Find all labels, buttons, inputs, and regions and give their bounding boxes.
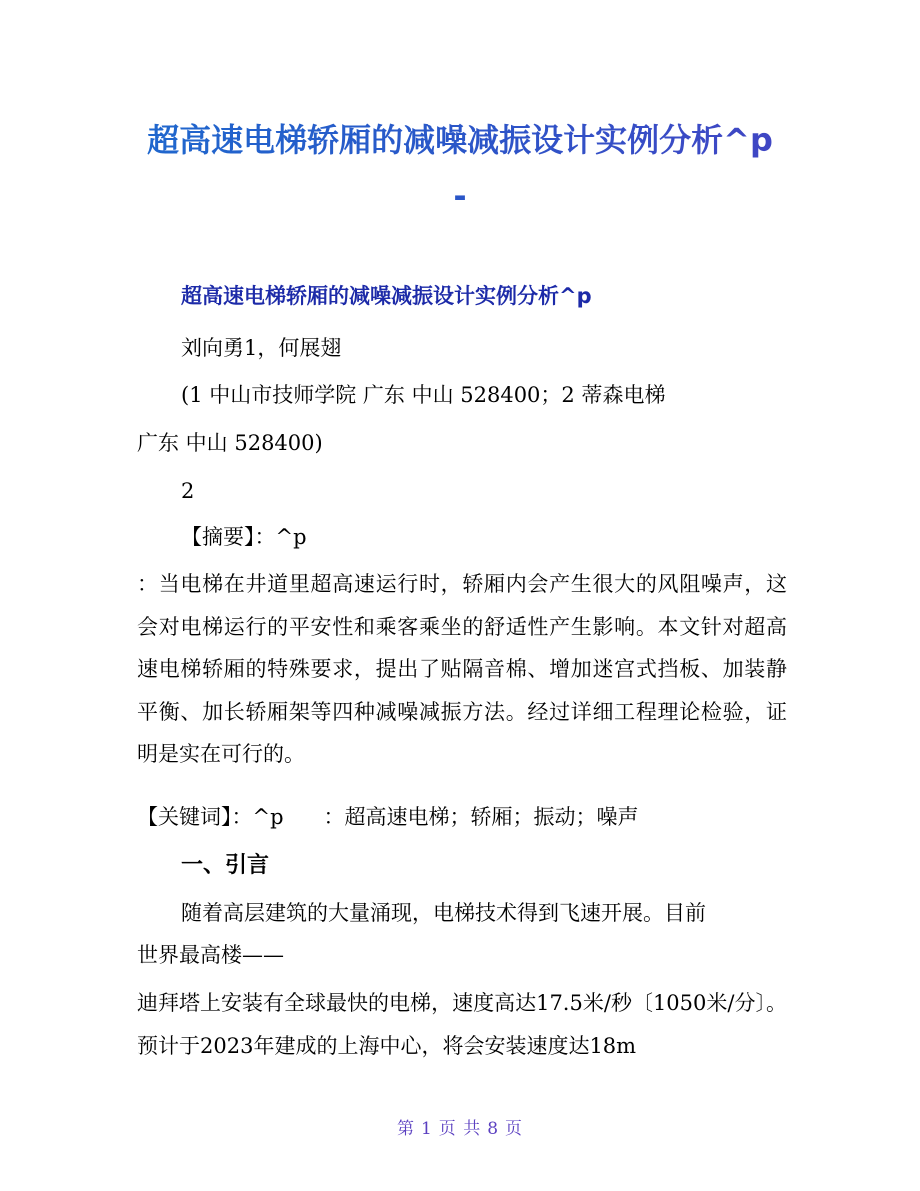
- page-current: 1: [420, 1119, 433, 1139]
- document-title-line-1: 超高速电梯轿厢的减噪减振设计实例分析^p: [147, 121, 773, 159]
- abstract-text: ：当电梯在井道里超高速运行时，轿厢内会产生很大的风阻噪声，这会对电梯运行的平安性和乘客乘坐的舒适性产生影响。本文针对超高速电梯轿厢的特殊要求，提出了贴隔音棉、增加迷宫式挡板、加装静平衡、加长轿厢架等四种减噪减振方法。经过详细工程理论检验，证明是实在可行的。: [137, 572, 787, 766]
- affiliation-number: 2: [181, 479, 195, 503]
- intro-line-1: 随着高层建筑的大量涌现，电梯技术得到飞速开展。目前: [181, 901, 706, 925]
- intro-line-2: 世界最高楼——: [137, 943, 284, 967]
- affiliation-line-2: 广东 中山 528400): [137, 431, 323, 455]
- page-prefix: 第: [396, 1119, 415, 1139]
- authors: 刘向勇1，何展翅: [181, 336, 342, 360]
- document-title-line-2: -: [453, 177, 467, 215]
- page-footer: [0, 1114, 920, 1139]
- affiliation-line-1: (1 中山市技师学院 广东 中山 528400；2 蒂森电梯: [181, 383, 666, 407]
- keywords-text: ：超高速电梯；轿厢；振动；噪声: [323, 805, 639, 829]
- abstract-label: 【摘要】：^p: [181, 525, 307, 549]
- article-subtitle: 超高速电梯轿厢的减噪减振设计实例分析^p: [181, 284, 592, 308]
- page-suffix: 页: [505, 1119, 524, 1139]
- section-heading-introduction: 一、引言: [181, 853, 270, 878]
- intro-paragraph-2: 迪拜塔上安装有全球最快的电梯，速度高达17.5米/秒〔1050米/分〕。预计于2023年建成的上海中心，将会安装速度达18m: [137, 991, 787, 1058]
- keywords-label: 【关键词】：^p: [137, 805, 284, 829]
- page-mid: 页 共: [438, 1119, 482, 1139]
- page-total: 8: [487, 1119, 500, 1139]
- document-title: [0, 118, 920, 218]
- keywords-row: [137, 802, 639, 832]
